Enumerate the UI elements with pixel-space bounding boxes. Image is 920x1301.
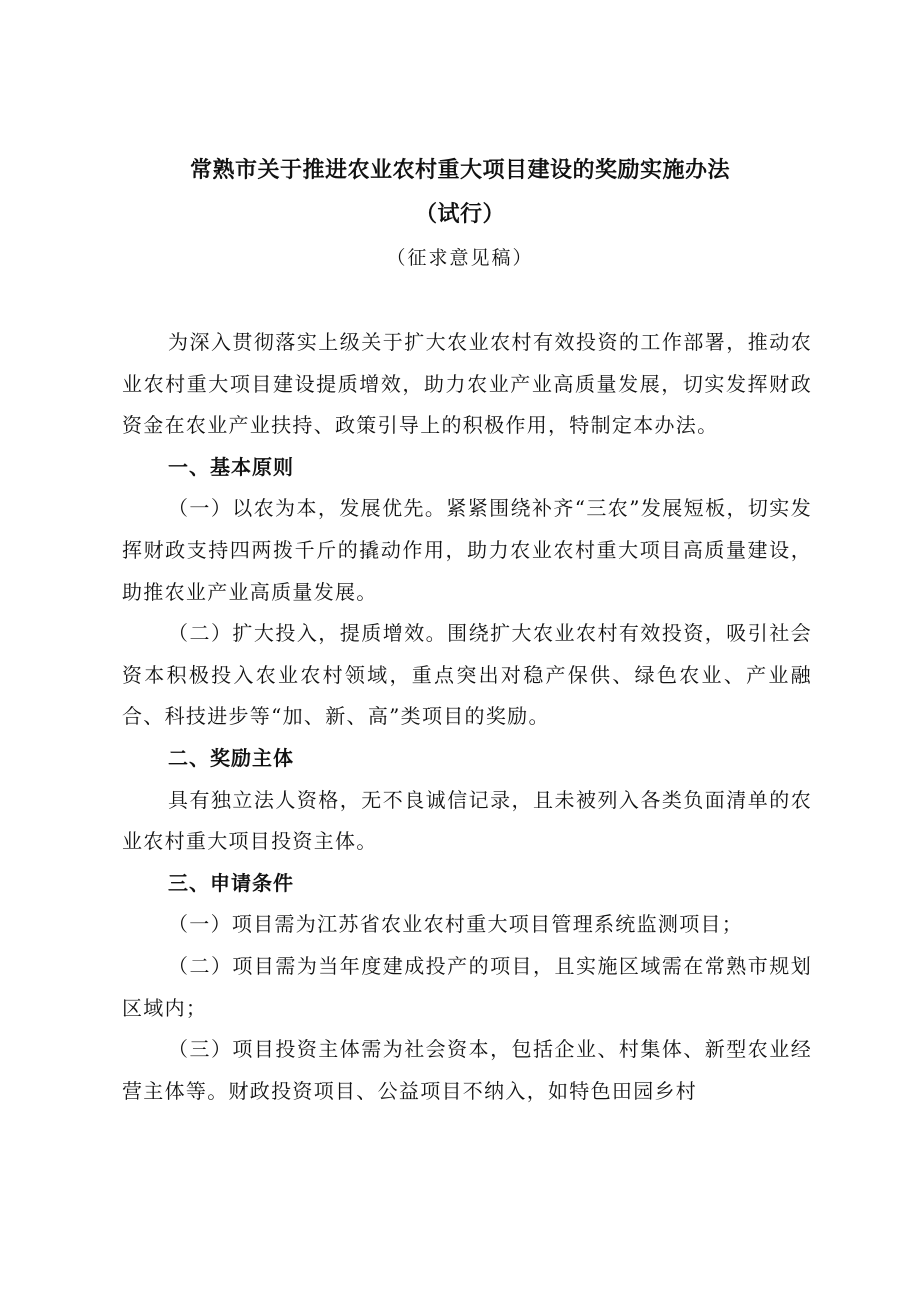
condition-paragraph-3: （三）项目投资主体需为社会资本，包括企业、村集体、新型农业经营主体等。财政投资项目、公益项目不纳入，如特色田园乡村 <box>122 1037 812 1103</box>
intro-paragraph: 为深入贯彻落实上级关于扩大农业农村有效投资的工作部署，推动农业农村重大项目建设提质增效，助力农业产业高质量发展，切实发挥财政资金在农业产业扶持、政策引导上的积极作用，特制定本办法。 <box>122 330 812 438</box>
document-subtitle: （征求意见稿） <box>386 247 534 269</box>
subject-paragraph: 具有独立法人资格，无不良诚信记录，且未被列入各类负面清单的农业农村重大项目投资主体。 <box>122 787 812 854</box>
document-title-trial: （试行） <box>414 202 505 227</box>
document-body <box>122 322 812 1112</box>
section-heading-reward-subject: 二、奖励主体 <box>168 745 294 770</box>
principle-paragraph-1: （一）以农为本，发展优先。紧紧围绕补齐“三农”发展短板，切实发挥财政支持四两拨千斤的撬动作用，助力农业农村重大项目高质量建设，助推农业产业高质量发展。 <box>122 496 812 604</box>
condition-paragraph-1: （一）项目需为江苏省农业农村重大项目管理系统监测项目； <box>168 912 744 937</box>
section-heading-basic-principles: 一、基本原则 <box>168 454 294 479</box>
section-heading-conditions: 三、申请条件 <box>168 870 294 895</box>
principle-paragraph-2: （二）扩大投入，提质增效。围绕扩大农业农村有效投资，吸引社会资本积极投入农业农村领域，重点突出对稳产保供、绿色农业、产业融合、科技进步等“加、新、高”类项目的奖励。 <box>122 621 812 729</box>
document-title: 常熟市关于推进农业农村重大项目建设的奖励实施办法 <box>189 158 730 183</box>
condition-paragraph-2: （二）项目需为当年度建成投产的项目，且实施区域需在常熟市规划区域内； <box>122 953 812 1020</box>
